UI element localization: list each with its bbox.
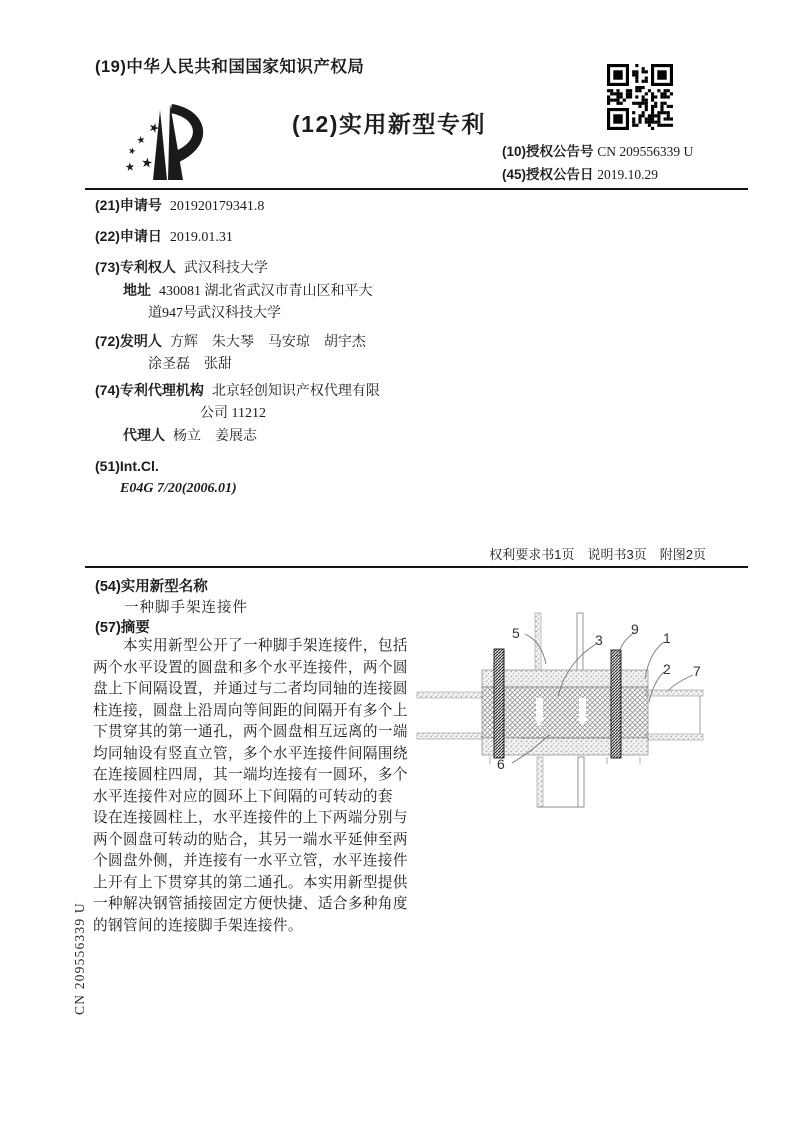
figure-callout-9: 9 [631, 621, 639, 637]
application-number-value: 201920179341.8 [169, 199, 265, 214]
abstract-section-label: (57)摘要 [95, 620, 150, 636]
publication-number-line [502, 140, 693, 160]
agency-row-continued [95, 402, 440, 424]
patentee-value: 武汉科技大学 [183, 261, 268, 276]
agency-label: (74)专利代理机构 [95, 382, 204, 398]
bottom-pipe-bore [543, 757, 578, 807]
header-divider [85, 188, 748, 190]
pub-no-value: CN 209556339 U [597, 144, 694, 159]
address-value-line1: 430081 湖北省武汉市青山区和平大 [159, 284, 373, 299]
invention-title: 一种脚手架连接件 [124, 600, 248, 616]
application-number-row [95, 195, 440, 217]
inventors-row [95, 331, 440, 353]
agency-row [95, 380, 440, 402]
publication-date-line [502, 163, 658, 183]
figure-callout-6: 6 [497, 756, 505, 772]
patentee-row [95, 257, 440, 279]
application-date-label: (22)申请日 [95, 228, 162, 244]
top-pipe-right-wall [577, 613, 583, 673]
inventors-label: (72)发明人 [95, 333, 162, 349]
issuing-office: (19)中华人民共和国国家知识产权局 [95, 58, 365, 76]
bibliographic-data [95, 195, 440, 499]
agent-row [95, 425, 440, 447]
connector-body-crosshatch [482, 687, 648, 738]
pub-no-label: (10)授权公告号 [502, 144, 594, 159]
page-counts: 权利要求书1页 说明书3页 附图2页 [489, 547, 706, 562]
left-pin [494, 649, 504, 758]
intcl-row [95, 456, 440, 476]
application-date-row [95, 226, 440, 248]
left-pipe-bottom-wall [417, 733, 482, 739]
first-through-hole [536, 698, 543, 718]
agent-label: 代理人 [123, 427, 165, 443]
pub-date-label: (45)授权公告日 [502, 167, 594, 182]
left-pipe-bore [417, 698, 482, 733]
left-pipe-top-wall [417, 692, 482, 698]
application-date-value: 2019.01.31 [169, 230, 233, 245]
address-value-line2: 道947号武汉科技大学 [148, 306, 281, 321]
figure-callout-2: 2 [663, 661, 671, 677]
body-divider [85, 566, 748, 568]
figure-callout-7: 7 [693, 663, 701, 679]
figure-callout-3: 3 [595, 632, 603, 648]
address-row [95, 280, 440, 302]
intcl-value: E04G 7/20(2006.01) [120, 481, 237, 496]
qr-code [607, 64, 673, 130]
abstract-text: 本实用新型公开了一种脚手架连接件，包括 两个水平设置的圆盘和多个水平连接件，两个圆 盘上下间隔设置，并通过与二者均同轴的连接圆 柱连接，圆盘上沿周向等间距的间隔开有多个上 下贯穿其的第一通孔，两个圆盘相互远离的一端 均同轴设有竖直立管，多个水平连接件间隔围绕 在连接圆柱四周，其一端均连接有一圆环，多个 水平连接件对应的圆环上下间隔的可转动的套 设在连接圆柱上，水平连接件的上下两端分别与 两个圆盘可转动的贴合，其另一端水平延伸至两 个圆盘外侧，并连接有一水平立管，水平连接件 上开有上下贯穿其的第二通孔。本实用新型提供 一种解决钢管插接固定方便快捷、适合多种角度 的钢管间的连接脚手架连接件。 [93, 638, 408, 934]
top-pipe-left-wall [535, 613, 541, 673]
figure-callout-5: 5 [512, 625, 520, 641]
agent-value: 杨立 姜展志 [173, 429, 257, 444]
pub-date-value: 2019.10.29 [597, 167, 659, 182]
document-kind-title: (12)实用新型专利 [292, 111, 486, 137]
right-pipe-top-wall [646, 690, 703, 696]
inventors-row-continued [95, 353, 440, 375]
agency-line2: 公司 11212 [200, 406, 266, 421]
bottom-pipe-right-wall [578, 757, 584, 807]
application-number-label: (21)申请号 [95, 197, 162, 213]
intcl-value-row [95, 477, 440, 499]
lower-disc [482, 738, 648, 755]
inventors-line1: 方辉 朱大琴 马安琼 胡宇杰 [169, 335, 366, 350]
address-label: 地址 [123, 282, 151, 298]
second-through-hole [579, 698, 586, 718]
right-pipe-bore [646, 696, 700, 734]
inventors-line2: 涂圣磊 张甜 [148, 357, 232, 372]
figure-callout-1: 1 [663, 630, 671, 646]
intcl-label: (51)Int.Cl. [95, 458, 159, 474]
address-row-continued [95, 302, 440, 324]
right-pin [611, 650, 621, 758]
cnipa-logo-icon [110, 88, 222, 184]
side-publication-id: CN 209556339 U [72, 902, 87, 1015]
upper-disc [482, 670, 648, 687]
patent-drawing [413, 593, 800, 845]
top-pipe-bore [541, 613, 577, 673]
title-section-label: (54)实用新型名称 [95, 579, 208, 595]
bottom-pipe-left-wall [537, 757, 543, 807]
patentee-label: (73)专利权人 [95, 259, 176, 275]
agency-line1: 北京轻创知识产权代理有限 [211, 384, 380, 399]
right-pipe-bottom-wall [646, 734, 703, 740]
